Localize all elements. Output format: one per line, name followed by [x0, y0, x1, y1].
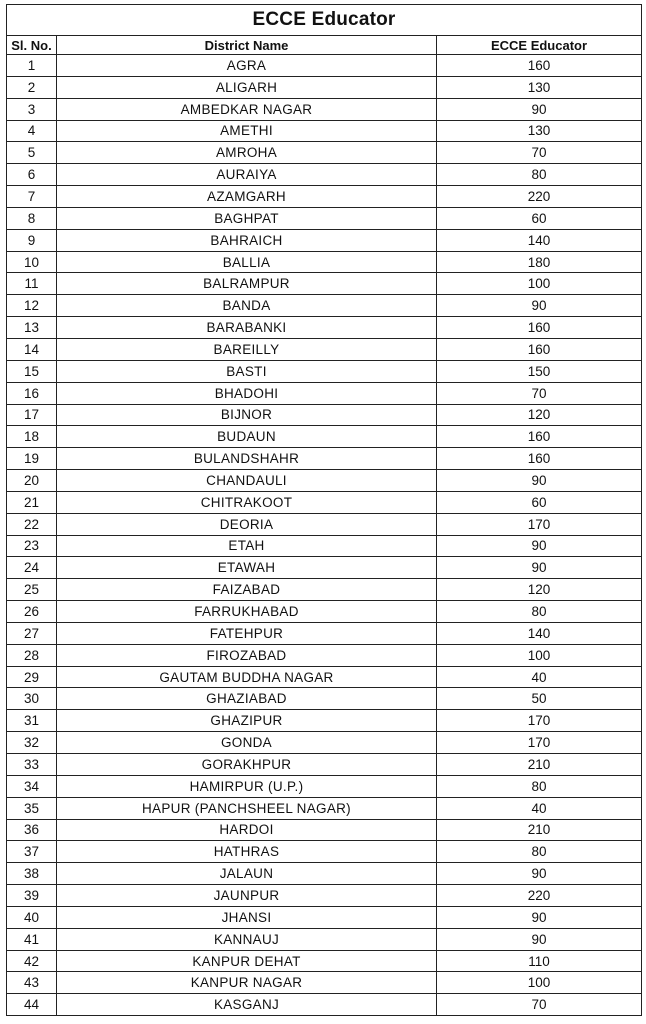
sl-no-cell: 32	[7, 732, 57, 754]
ecce-educator-count-cell: 170	[437, 732, 642, 754]
sl-no-cell: 16	[7, 382, 57, 404]
sl-no-cell: 38	[7, 863, 57, 885]
sl-no-cell: 4	[7, 120, 57, 142]
ecce-educator-count-cell: 40	[437, 666, 642, 688]
district-name-cell: CHANDAULI	[57, 470, 437, 492]
district-name-cell: FAIZABAD	[57, 579, 437, 601]
district-name-cell: BAGHPAT	[57, 207, 437, 229]
ecce-educator-count-cell: 40	[437, 797, 642, 819]
district-name-cell: HAPUR (PANCHSHEEL NAGAR)	[57, 797, 437, 819]
ecce-educator-count-cell: 60	[437, 207, 642, 229]
table-row	[7, 797, 642, 819]
sl-no-cell: 12	[7, 295, 57, 317]
ecce-educator-count-cell: 100	[437, 972, 642, 994]
ecce-educator-count-cell: 100	[437, 644, 642, 666]
district-name-cell: KANPUR NAGAR	[57, 972, 437, 994]
table-row	[7, 928, 642, 950]
table-title-row	[7, 5, 642, 36]
sl-no-cell: 10	[7, 251, 57, 273]
ecce-educator-count-cell: 90	[437, 98, 642, 120]
sl-no-cell: 6	[7, 164, 57, 186]
sl-no-cell: 30	[7, 688, 57, 710]
sl-no-cell: 5	[7, 142, 57, 164]
district-name-cell: BUDAUN	[57, 426, 437, 448]
district-name-cell: ETAH	[57, 535, 437, 557]
table-row	[7, 76, 642, 98]
district-name-cell: BAREILLY	[57, 338, 437, 360]
table-row	[7, 186, 642, 208]
table-row	[7, 666, 642, 688]
district-name-cell: AGRA	[57, 55, 437, 77]
ecce-educator-count-cell: 90	[437, 557, 642, 579]
table-row	[7, 513, 642, 535]
sl-no-cell: 3	[7, 98, 57, 120]
sl-no-cell: 37	[7, 841, 57, 863]
sl-no-cell: 8	[7, 207, 57, 229]
table-row	[7, 317, 642, 339]
table-row	[7, 142, 642, 164]
table-row	[7, 950, 642, 972]
table-row	[7, 295, 642, 317]
sl-no-cell: 26	[7, 601, 57, 623]
ecce-educator-sheet	[6, 4, 641, 1016]
ecce-educator-count-cell: 160	[437, 426, 642, 448]
ecce-educator-count-cell: 80	[437, 601, 642, 623]
district-name-cell: AMETHI	[57, 120, 437, 142]
table-row	[7, 579, 642, 601]
ecce-educator-count-cell: 90	[437, 906, 642, 928]
table-row	[7, 906, 642, 928]
table-row	[7, 885, 642, 907]
ecce-educator-count-cell: 210	[437, 819, 642, 841]
district-name-cell: KANPUR DEHAT	[57, 950, 437, 972]
district-name-cell: BHADOHI	[57, 382, 437, 404]
table-row	[7, 819, 642, 841]
sl-no-cell: 7	[7, 186, 57, 208]
district-name-cell: AZAMGARH	[57, 186, 437, 208]
table-row	[7, 229, 642, 251]
ecce-educator-count-cell: 220	[437, 186, 642, 208]
table-row	[7, 404, 642, 426]
table-row	[7, 491, 642, 513]
table-row	[7, 775, 642, 797]
sl-no-cell: 1	[7, 55, 57, 77]
table-row	[7, 448, 642, 470]
sl-no-cell: 39	[7, 885, 57, 907]
district-name-cell: BARABANKI	[57, 317, 437, 339]
ecce-educator-count-cell: 80	[437, 841, 642, 863]
sl-no-cell: 42	[7, 950, 57, 972]
sl-no-cell: 35	[7, 797, 57, 819]
district-name-cell: GORAKHPUR	[57, 754, 437, 776]
table-row	[7, 164, 642, 186]
table-row	[7, 338, 642, 360]
table-body	[7, 55, 642, 1016]
table-row	[7, 251, 642, 273]
district-name-cell: FIROZABAD	[57, 644, 437, 666]
sl-no-cell: 31	[7, 710, 57, 732]
table-row	[7, 863, 642, 885]
district-name-cell: BASTI	[57, 360, 437, 382]
district-name-cell: JAUNPUR	[57, 885, 437, 907]
ecce-educator-count-cell: 180	[437, 251, 642, 273]
table-row	[7, 601, 642, 623]
district-name-cell: KANNAUJ	[57, 928, 437, 950]
district-name-cell: BANDA	[57, 295, 437, 317]
ecce-educator-count-cell: 80	[437, 164, 642, 186]
table-row	[7, 360, 642, 382]
column-header-row	[7, 36, 642, 55]
ecce-educator-count-cell: 170	[437, 513, 642, 535]
ecce-educator-count-cell: 60	[437, 491, 642, 513]
ecce-educator-count-cell: 50	[437, 688, 642, 710]
ecce-educator-count-cell: 90	[437, 470, 642, 492]
sl-no-cell: 44	[7, 994, 57, 1016]
ecce-educator-count-cell: 90	[437, 928, 642, 950]
table-row	[7, 994, 642, 1016]
table-row	[7, 754, 642, 776]
ecce-educator-count-cell: 150	[437, 360, 642, 382]
ecce-educator-count-cell: 70	[437, 994, 642, 1016]
district-name-cell: FARRUKHABAD	[57, 601, 437, 623]
sl-no-cell: 33	[7, 754, 57, 776]
ecce-educator-count-cell: 170	[437, 710, 642, 732]
sl-no-cell: 11	[7, 273, 57, 295]
district-name-cell: HAMIRPUR (U.P.)	[57, 775, 437, 797]
table-row	[7, 55, 642, 77]
ecce-educator-count-cell: 120	[437, 579, 642, 601]
ecce-educator-count-cell: 140	[437, 622, 642, 644]
ecce-educator-count-cell: 70	[437, 142, 642, 164]
sl-no-cell: 18	[7, 426, 57, 448]
ecce-educator-count-cell: 70	[437, 382, 642, 404]
table-row	[7, 732, 642, 754]
sl-no-cell: 22	[7, 513, 57, 535]
ecce-educator-count-cell: 120	[437, 404, 642, 426]
sl-no-cell: 29	[7, 666, 57, 688]
district-name-cell: BALRAMPUR	[57, 273, 437, 295]
table-row	[7, 207, 642, 229]
table-row	[7, 98, 642, 120]
district-name-cell: KASGANJ	[57, 994, 437, 1016]
ecce-educator-count-cell: 140	[437, 229, 642, 251]
sl-no-cell: 34	[7, 775, 57, 797]
sl-no-cell: 20	[7, 470, 57, 492]
district-name-cell: GONDA	[57, 732, 437, 754]
district-name-cell: ALIGARH	[57, 76, 437, 98]
sl-no-cell: 43	[7, 972, 57, 994]
ecce-educator-count-cell: 100	[437, 273, 642, 295]
district-name-cell: JALAUN	[57, 863, 437, 885]
table-row	[7, 622, 642, 644]
district-name-cell: CHITRAKOOT	[57, 491, 437, 513]
sl-no-cell: 21	[7, 491, 57, 513]
table-row	[7, 382, 642, 404]
sl-no-cell: 2	[7, 76, 57, 98]
district-name-cell: BULANDSHAHR	[57, 448, 437, 470]
district-name-cell: DEORIA	[57, 513, 437, 535]
ecce-educator-count-cell: 130	[437, 76, 642, 98]
table-row	[7, 972, 642, 994]
ecce-educator-count-cell: 90	[437, 535, 642, 557]
ecce-educator-count-cell: 160	[437, 338, 642, 360]
ecce-educator-table	[6, 4, 642, 1016]
sl-no-cell: 28	[7, 644, 57, 666]
ecce-educator-count-cell: 90	[437, 295, 642, 317]
ecce-educator-count-cell: 90	[437, 863, 642, 885]
sl-no-cell: 13	[7, 317, 57, 339]
header-sl-no: Sl. No.	[7, 36, 57, 55]
header-ecce-educator: ECCE Educator	[437, 36, 642, 55]
district-name-cell: BALLIA	[57, 251, 437, 273]
header-district-name: District Name	[57, 36, 437, 55]
table-row	[7, 470, 642, 492]
district-name-cell: HATHRAS	[57, 841, 437, 863]
sl-no-cell: 17	[7, 404, 57, 426]
district-name-cell: GHAZIPUR	[57, 710, 437, 732]
sl-no-cell: 41	[7, 928, 57, 950]
sl-no-cell: 14	[7, 338, 57, 360]
table-row	[7, 426, 642, 448]
sl-no-cell: 19	[7, 448, 57, 470]
table-title: ECCE Educator	[7, 5, 642, 36]
ecce-educator-count-cell: 220	[437, 885, 642, 907]
ecce-educator-count-cell: 130	[437, 120, 642, 142]
ecce-educator-count-cell: 80	[437, 775, 642, 797]
ecce-educator-count-cell: 160	[437, 55, 642, 77]
ecce-educator-count-cell: 160	[437, 448, 642, 470]
district-name-cell: FATEHPUR	[57, 622, 437, 644]
district-name-cell: AURAIYA	[57, 164, 437, 186]
district-name-cell: BIJNOR	[57, 404, 437, 426]
ecce-educator-count-cell: 210	[437, 754, 642, 776]
table-row	[7, 273, 642, 295]
table-row	[7, 841, 642, 863]
district-name-cell: AMROHA	[57, 142, 437, 164]
district-name-cell: AMBEDKAR NAGAR	[57, 98, 437, 120]
table-row	[7, 120, 642, 142]
sl-no-cell: 40	[7, 906, 57, 928]
table-row	[7, 710, 642, 732]
sl-no-cell: 9	[7, 229, 57, 251]
district-name-cell: GAUTAM BUDDHA NAGAR	[57, 666, 437, 688]
ecce-educator-count-cell: 160	[437, 317, 642, 339]
sl-no-cell: 15	[7, 360, 57, 382]
table-row	[7, 688, 642, 710]
district-name-cell: ETAWAH	[57, 557, 437, 579]
sl-no-cell: 23	[7, 535, 57, 557]
district-name-cell: JHANSI	[57, 906, 437, 928]
sl-no-cell: 24	[7, 557, 57, 579]
district-name-cell: BAHRAICH	[57, 229, 437, 251]
sl-no-cell: 27	[7, 622, 57, 644]
district-name-cell: HARDOI	[57, 819, 437, 841]
ecce-educator-count-cell: 110	[437, 950, 642, 972]
table-row	[7, 644, 642, 666]
table-row	[7, 557, 642, 579]
sl-no-cell: 36	[7, 819, 57, 841]
sl-no-cell: 25	[7, 579, 57, 601]
table-row	[7, 535, 642, 557]
district-name-cell: GHAZIABAD	[57, 688, 437, 710]
